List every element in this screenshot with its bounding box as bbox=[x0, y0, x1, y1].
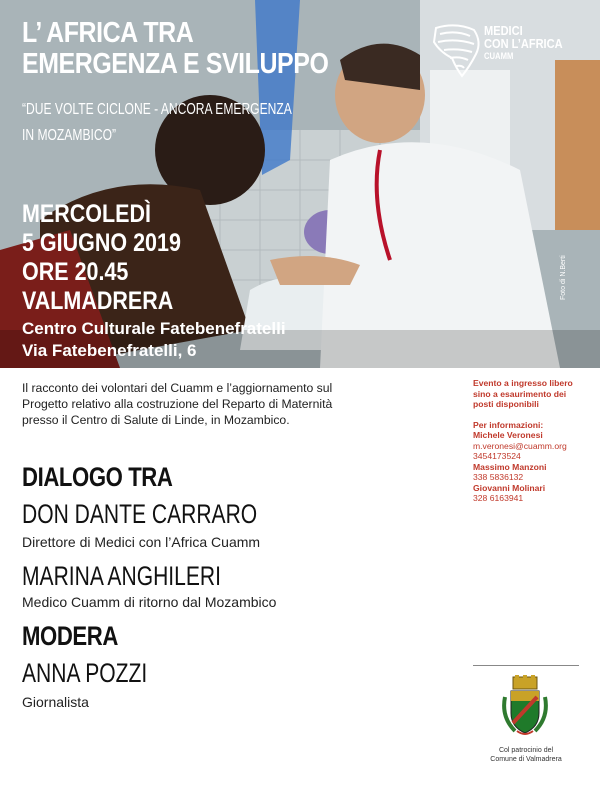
entry-note-line2: sino a esaurimento dei bbox=[473, 388, 567, 399]
event-subtitle-line2: IN MOZAMBICO” bbox=[22, 127, 117, 144]
moderator-role: Giornalista bbox=[22, 694, 89, 710]
contact3-phone: 328 6163941 bbox=[473, 493, 524, 503]
venue-address: Via Fatebenefratelli, 6 bbox=[22, 341, 197, 360]
modera-heading: MODERA bbox=[22, 621, 118, 651]
dialog-heading: DIALOGO TRA bbox=[22, 462, 173, 492]
contact3-name: Giovanni Molinari bbox=[473, 482, 546, 493]
speaker1-role: Direttore di Medici con l’Africa Cuamm bbox=[22, 534, 261, 550]
event-date-block bbox=[22, 200, 181, 316]
hero-photo-banner bbox=[0, 0, 600, 368]
moderator-name: ANNA POZZI bbox=[22, 658, 148, 688]
photo-credit: Foto di N.Berti bbox=[560, 255, 567, 300]
logo-line1: MEDICI bbox=[484, 23, 523, 38]
contact2-name: Massimo Manzoni bbox=[473, 461, 547, 472]
intro-paragraph: Il racconto dei volontari del Cuamm e l’aggiornamento sul Progetto relativo alla costruzione del Reparto di Maternità presso il Centro di Salute di Linde, in Mozambico. bbox=[22, 381, 333, 427]
event-venue bbox=[22, 318, 286, 362]
speaker1-name: DON DANTE CARRARO bbox=[22, 499, 258, 529]
logo-line2: CON L’AFRICA bbox=[484, 36, 563, 51]
event-subtitle bbox=[22, 97, 292, 149]
event-date: 5 GIUGNO 2019 bbox=[22, 229, 181, 257]
contact1-email[interactable]: m.veronesi@cuamm.org bbox=[473, 440, 567, 451]
speaker2-name: MARINA ANGHILERI bbox=[22, 561, 221, 591]
contact1-phone: 3454173524 bbox=[473, 451, 521, 461]
divider-line bbox=[473, 665, 579, 666]
patronage-note bbox=[473, 746, 579, 764]
event-city: VALMADRERA bbox=[22, 287, 174, 315]
speaker2-role: Medico Cuamm di ritorno dal Mozambico bbox=[22, 594, 277, 610]
event-title-line1: L’ AFRICA TRA bbox=[22, 17, 194, 49]
info-label: Per informazioni: bbox=[473, 419, 544, 430]
event-title bbox=[22, 18, 328, 80]
entry-note-line1: Evento a ingresso libero bbox=[473, 378, 573, 388]
venue-name: Centro Culturale Fatebenefratelli bbox=[22, 319, 286, 338]
valmadrera-crest-icon bbox=[499, 675, 551, 739]
event-title-line2: EMERGENZA E SVILUPPO bbox=[22, 48, 329, 80]
info-sidebar bbox=[473, 378, 598, 504]
cuamm-logo-text bbox=[484, 24, 563, 63]
event-time: ORE 20.45 bbox=[22, 258, 129, 286]
logo-line3: CUAMM bbox=[484, 51, 514, 61]
event-weekday: MERCOLEDÌ bbox=[22, 200, 151, 228]
patronage-line1: Col patrocinio del bbox=[498, 747, 554, 754]
entry-note-line3: posti disponibili bbox=[473, 399, 539, 409]
event-subtitle-line1: “DUE VOLTE CICLONE - ANCORA EMERGENZA bbox=[22, 101, 292, 118]
contact1-name: Michele Veronesi bbox=[473, 430, 543, 440]
patronage-line2: Comune di Valmadrera bbox=[490, 756, 562, 763]
contact2-phone: 338 5836132 bbox=[473, 472, 524, 482]
